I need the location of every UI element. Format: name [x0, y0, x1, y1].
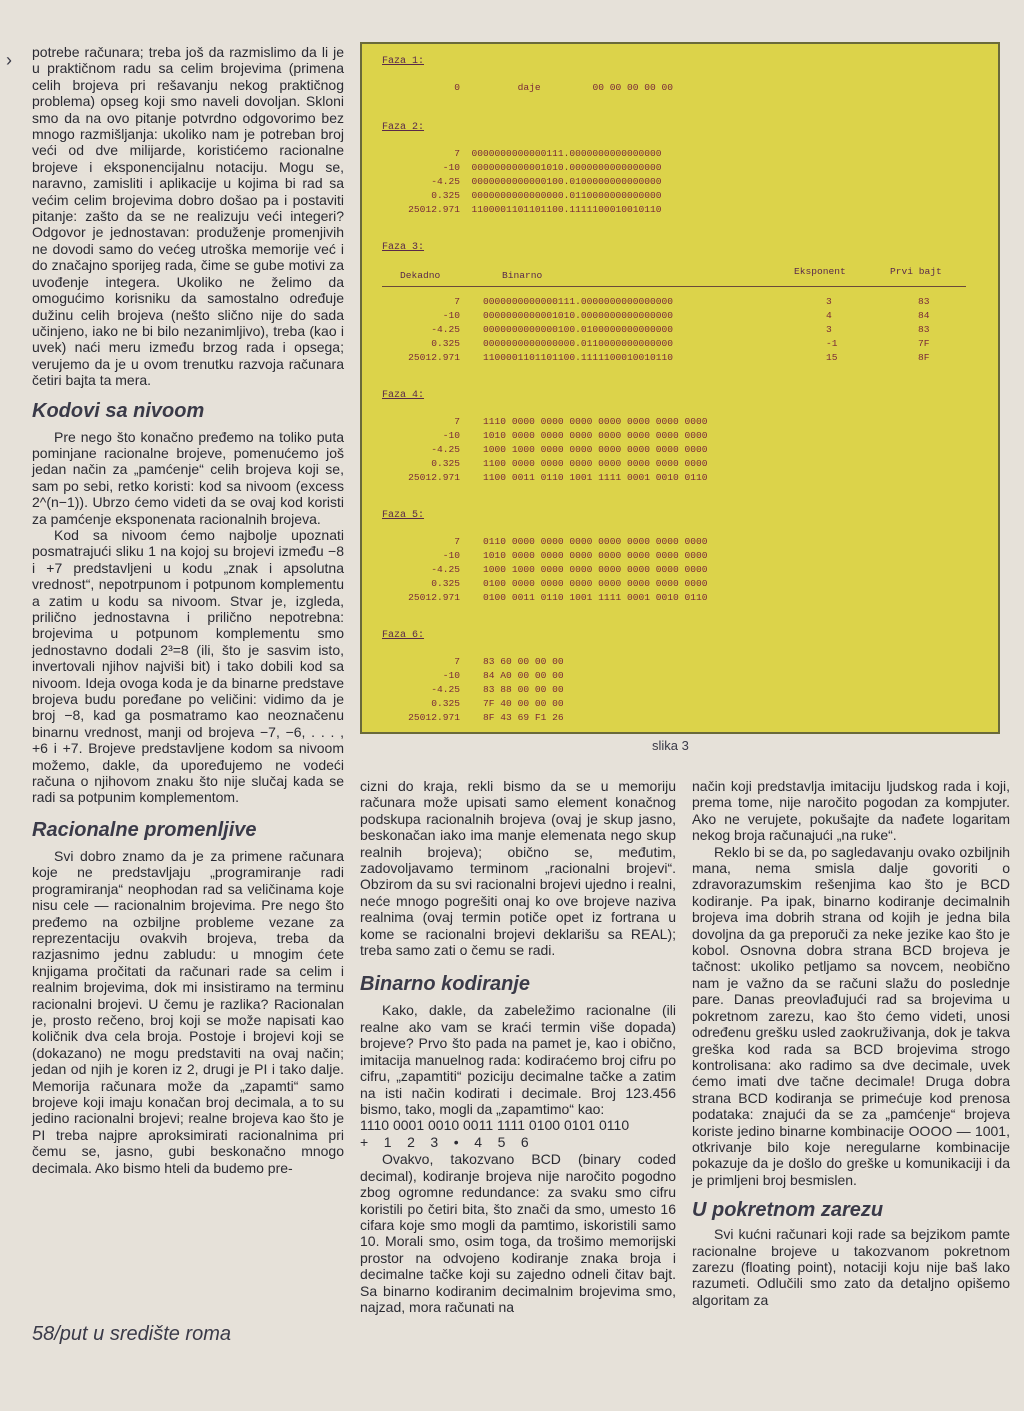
phase-2-row: -4.25 0000000000000100.0100000000000000: [431, 176, 662, 187]
phase-5-row: 25012.971 0100 0011 0110 1001 1111 0001 0010 0110: [408, 592, 708, 603]
table-header: Prvi bajt: [890, 266, 942, 277]
section-heading: Racionalne promenljive: [32, 818, 257, 841]
phase-2-row: 7 0000000000000111.0000000000000000: [454, 148, 662, 159]
phase-label: Faza 1:: [382, 56, 425, 67]
page-footer: 58/put u središte roma: [32, 1323, 231, 1345]
first-byte-value: 83: [918, 296, 930, 307]
exponent-value: 3: [826, 324, 832, 335]
phase-4-row: 25012.971 1100 0011 0110 1001 1111 0001 0010 0110: [408, 472, 708, 483]
phase-6: [382, 630, 424, 641]
text-column-middle: [360, 778, 676, 1315]
table-header: Eksponent: [794, 266, 846, 277]
figure-caption: slika 3: [652, 738, 689, 753]
paragraph: Kako, dakle, da zabeležimo racionalne (ili realne ako vam se kraći termin više dopada) brojeve? Prvo što pada na pamet je, kao i obično, imitacija manuelnog rada: kodiraćemo broj cifru po cifru, „zapamtiti“ poziciju decimalne tačke a zatim na isti način kodirati i decimale. Broj 123.456 bismo, tako, mogli da „zapamtimo“ kao:: [360, 1002, 676, 1117]
phase-label: Faza 4:: [382, 390, 425, 401]
phase-1: [382, 56, 424, 67]
phase-4-row: -4.25 1000 1000 0000 0000 0000 0000 0000 0000: [431, 444, 708, 455]
table-header: Binarno: [502, 270, 543, 281]
first-byte-value: 84: [918, 310, 930, 321]
phase-label: Faza 2:: [382, 122, 425, 133]
paragraph: način koji predstavlja imitaciju ljudskog rada i koji, prema tome, nije naročito pogodan za kompjuter. Ako ne verujete, pokušajte da nađete logaritam nekog broja računajući „na ruke“.: [692, 778, 1010, 844]
text-column-left: [32, 44, 344, 1176]
page-mark: ›: [6, 50, 12, 70]
phase-6-row: -10 84 A0 00 00 00: [442, 670, 564, 681]
section-heading: Binarno kodiranje: [360, 973, 531, 996]
phase-1-row: 0 daje 00 00 00 00 00: [454, 82, 674, 93]
phase-5-row: 0.325 0100 0000 0000 0000 0000 0000 0000 0000: [431, 578, 708, 589]
phase-5-row: -4.25 1000 1000 0000 0000 0000 0000 0000 0000: [431, 564, 708, 575]
exponent-value: -1: [826, 338, 838, 349]
phase-2-row: 0.325 0000000000000000.0110000000000000: [431, 190, 662, 201]
phase-5-row: 7 0110 0000 0000 0000 0000 0000 0000 0000: [454, 536, 708, 547]
figure-listing: [360, 42, 1000, 734]
phase-4: [382, 390, 424, 401]
phase-2: [382, 122, 424, 133]
phase-3-row: 7 0000000000000111.0000000000000000: [454, 296, 674, 307]
exponent-value: 15: [826, 352, 838, 363]
first-byte-value: 83: [918, 324, 930, 335]
phase-6-row: 0.325 7F 40 00 00 00: [431, 698, 564, 709]
paragraph: Svi kućni računari koji rade sa bejzikom pamte racionalne brojeve u takozvanom pokretnom zarezu (floating point), notaciji koju nije baš lako razumeti. Odlučili smo zato da detaljno opišemo algoritam za: [692, 1226, 1010, 1308]
paragraph: Kod sa nivoom ćemo najbolje upoznati posmatrajući sliku 1 na kojoj su brojevi između −8 i +7 predstavljeni u kodu „znak i apsolutna vrednost“, nepotrpunom i potpunom komplementu a zatim u kodu sa nivoom. Stvar je, izgleda, prilično jednostavna i prilično nepotrebna: brojevima u potpunom komplementu smo jednostavno dodali 2³=8 (ili, što je sasvim isto, invertovali njihov najviši bit) i tako dobili kod sa nivoom. Ideja ovoga koda je da binarne predstave brojeva budu poređane po veličini: vidimo da je broj −8, kad ga posmatramo kao neoznačenu binarnu vrednost, manji od brojeva −7, −6, . . . , +6 i +7. Brojeve predstavljene kodom sa nivoom možemo, dakle, da upoređujemo ne vodeći računa o njihovom znaku što nije slučaj kada se radi sa potpunim komplementom.: [32, 526, 344, 806]
text-column-right: [692, 778, 1010, 1308]
phase-label: Faza 5:: [382, 510, 425, 521]
phase-3-row: 25012.971 1100001101101100.1111100010010110: [408, 352, 674, 363]
phase-4-row: 7 1110 0000 0000 0000 0000 0000 0000 0000: [454, 416, 708, 427]
phase-label: Faza 6:: [382, 630, 425, 641]
phase-2-row: -10 0000000000001010.0000000000000000: [442, 162, 662, 173]
phase-6-row: 7 83 60 00 00 00: [454, 656, 564, 667]
phase-5-row: -10 1010 0000 0000 0000 0000 0000 0000 0000: [442, 550, 708, 561]
phase-3: [382, 242, 424, 253]
paragraph: potrebe računara; treba još da razmislimo da li je u praktičnom radu sa celim brojevima (primena celih brojeva pri rešavanju nekog praktičnog problema) opseg koji smo naveli dovoljan. Skloni smo da na ovo pitanje potvrdno odgovorimo bez mnogo razmišljanja: ukoliko nam je potreban broj veći od dve milijarde, koristićemo racionalne brojeve i eksponencijalnu notaciju. Mogu se, naravno, zamisliti i aplikacije u kojima bi rad sa većim celim brojevima dobro došao pa i postaviti pitanje: zašto da se ne realizuju veći integeri? Odgovor je jednostavan: produženje promenjivih ne dovodi samo do većeg utroška memorije već i do značajno sporijeg rada, čime se gube motivi za uvođenje integera. Ukoliko ne želimo da omogućimo korisniku da samostalno određuje dužinu celih brojeva (nešto slično nije do sada učinjeno, iako ne bi bilo nezanimljivo), treba (kao i uvek) naći meru između brzog rada i opsega; verujemo da je u ovom trenutku razvoja računara četiri bajta ta mera.: [32, 44, 344, 389]
phase-3-row: -4.25 0000000000000100.0100000000000000: [431, 324, 674, 335]
phase-5: [382, 510, 424, 521]
phase-3-row: 0.325 0000000000000000.0110000000000000: [431, 338, 674, 349]
paragraph: cizni do kraja, rekli bismo da se u memoriju računara može upisati samo element konačnog podskupa racionalnih brojeva (ovaj je skup jasno, beskonačan iako ima manje elemenata nego skup realnih brojeva); obično se, međutim, zadovoljavamo terminom „racionalni brojevi“. Obzirom da su svi racionalni brojevi ujedno i realni, neće mnogo pogrešiti onaj ko ove brojeve naziva realnima (ovaj termin potiče opet iz fortrana u kome se racionalni brojevi deklarišu sa REAL); treba samo zati o čemu se radi.: [360, 778, 676, 959]
section-heading: Kodovi sa nivoom: [32, 399, 205, 422]
paragraph: Pre nego što konačno pređemo na toliko puta pominjane racionalne brojeve, pomenućemo još jedan način za „pamćenje“ celih brojeva koji se, sam po sebi, retko koristi: kod sa nivoom (excess 2^(n−1)). Ubrzo ćemo videti da se ovaj kod koristi za pamćenje eksponenata racionalnih brojeva.: [32, 428, 344, 527]
paragraph: Reklo bi se da, po sagledavanju ovako ozbiljnih mana, nema smisla dalje govoriti o zdravorazumskim rešenjima kao što je BCD kodiranje. Pa ipak, binarno kodiranje decimalnih brojeva ima dobrih strana od kojih je jedna bila dovoljna da ga preporuči za neke jezike kao što je kobol. Osnovna dobra strana BCD brojeva je tačnost: ukoliko petljamo sa novcem, neobično nam je važno da se računi slažu do poslednje pare. Danas preovlađujući rad sa brojevima u pokretnom zarezu, kao što ćemo videti, unosi određenu grešku usled zaokruživanja, dok je takva greška kod rada sa BCD brojevima strogo kontrolisana: ako radimo sa dve decimale, uvek ćemo imati dve tačne decimale! Druga dobra strana BCD kodiranja se primećuje kod prenosa podataka: znajući da se za „pamćenje“ brojeva koriste jedino binarne kombinacije OOOO — 1001, otkrivanje bilo koje neregularne kombinacije pokazuje da je došlo do greške u komunikaciji i da je primljeni broj besmislen.: [692, 843, 1010, 1188]
first-byte-value: 7F: [918, 338, 930, 349]
phase-2-row: 25012.971 1100001101101100.1111100010010110: [408, 204, 662, 215]
divider: [382, 286, 966, 287]
section-heading: U pokretnom zarezu: [692, 1199, 884, 1222]
phase-6-row: 25012.971 8F 43 69 F1 26: [408, 712, 564, 723]
exponent-value: 3: [826, 296, 832, 307]
first-byte-value: 8F: [918, 352, 930, 363]
phase-4-row: 0.325 1100 0000 0000 0000 0000 0000 0000 0000: [431, 458, 708, 469]
paragraph: Svi dobro znamo da je za primene računara koje ne predstavljaju „programiranje radi programiranja“ neophodan rad sa veličinama koje nisu cele — racionalnim brojevima. Pre nego što pređemo na ozbiljne probleme vezane za reprezentaciju ovakvih brojeva, treba da razjasnimo jednu zabludu: u mnogim ćete knjigama pročitati da računari rade sa celim i realnim brojevima, dok mi insistiramo na terminu racionalni brojevi. U čemu je razlika? Racionalan je, prosto rečeno, broj koji se može napisati kao količnik dva cela broja. Postoje i brojevi koji se (dokazano) ne mogu predstaviti na ovaj način; jedan od njih je koren iz 2, drugi je PI i tako dalje. Memorija računara može da „zapamti“ samo brojeve koji imaju konačan broj decimala, a to su jedino racionalni brojevi; realne brojeva kao što je PI treba najpre aproksimirati racionalnima pri čemu se, jasno, gubi beskonačno mnogo decimala. Ako bismo hteli da budemo pre-: [32, 847, 344, 1176]
phase-6-row: -4.25 83 88 00 00 00: [431, 684, 564, 695]
bcd-code: 1110 0001 0010 0011 1111 0100 0101 0110: [360, 1117, 630, 1134]
bcd-example: [360, 1117, 676, 1151]
table-header: Dekadno: [400, 270, 441, 281]
phase-label: Faza 3:: [382, 242, 425, 253]
phase-3-row: -10 0000000000001010.0000000000000000: [442, 310, 674, 321]
bcd-digits: + 1 2 3 • 4 5 6: [360, 1134, 529, 1151]
phase-4-row: -10 1010 0000 0000 0000 0000 0000 0000 0000: [442, 430, 708, 441]
exponent-value: 4: [826, 310, 832, 321]
paragraph: Ovakvo, takozvano BCD (binary coded decimal), kodiranje brojeva nije naročito pogodno zbog ogromne redundance: za svaku smo cifru koristili po četiri bita, što znači da smo, umesto 16 cifara koje smo mogli da pamtimo, iskoristili samo 10. Morali smo, osim toga, da trošimo memorijski prostor na odvojeno kodiranje znaka broja i decimalne tačke koji su zajedno odneli čitav bajt. Sa binarno kodiranim decimalnim brojevima smo, najzad, mora računati na: [360, 1151, 676, 1315]
